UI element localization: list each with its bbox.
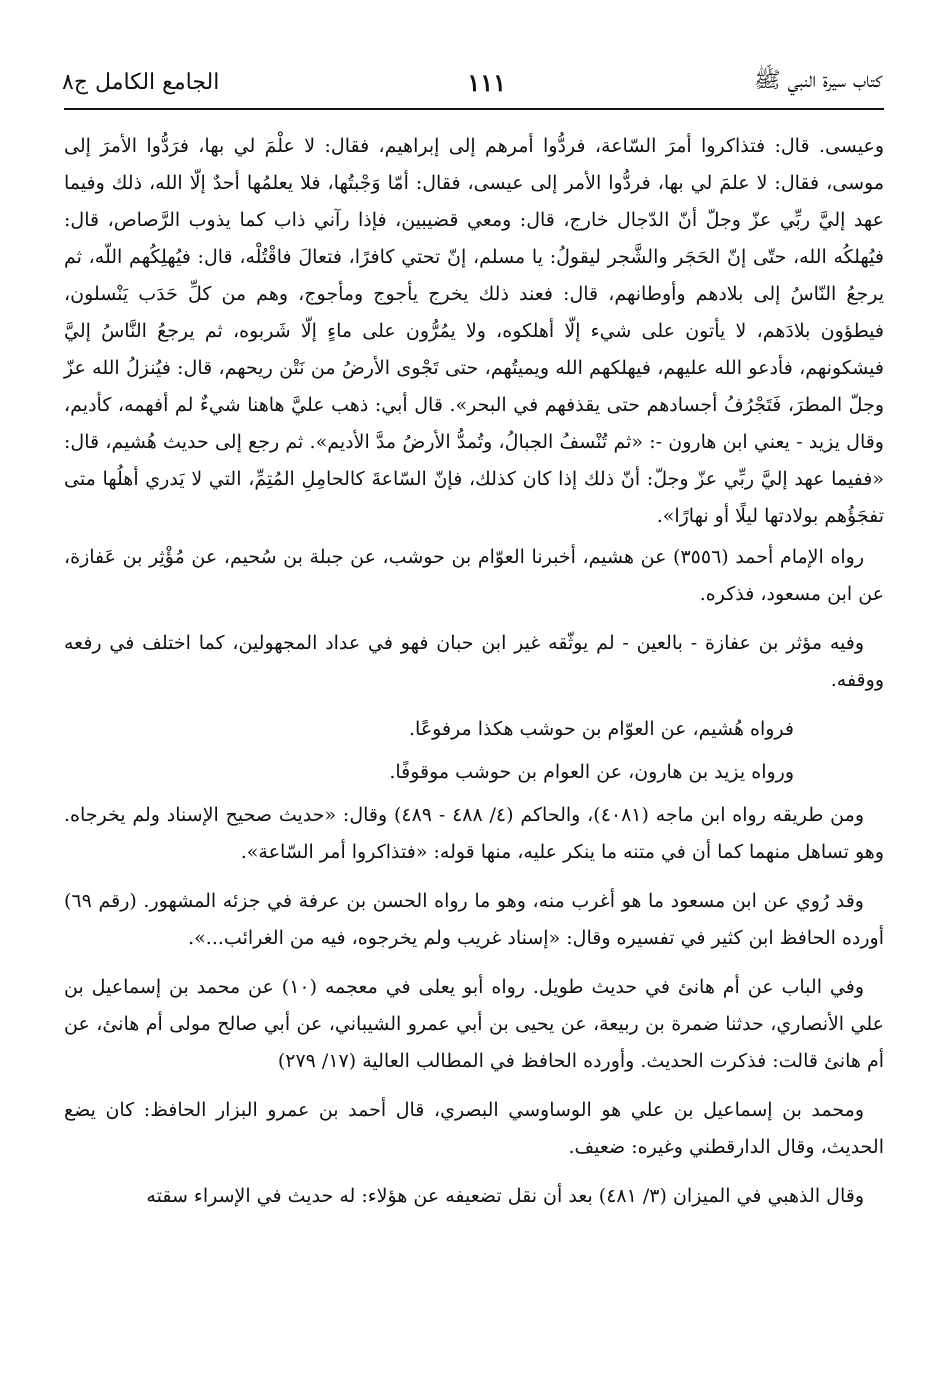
chain-variant-paragraph: ورواه يزيد بن هارون، عن العوام بن حوشب موقوفًا. xyxy=(389,761,794,783)
page-body xyxy=(64,128,884,1221)
commentary-paragraph: وفيه مؤثر بن عفازة - بالعين - لم يوثّقه غير ابن حبان فهو في عداد المجهولين، كما اختلف في رفعه ووقفه. xyxy=(64,632,884,691)
running-head-book-title: كتاب سيرة النبي ﷺ xyxy=(754,68,882,93)
running-head-volume-title: الجامع الكامل ج٨ xyxy=(62,69,220,95)
page-number: ١١١ xyxy=(467,67,507,97)
page-header xyxy=(62,62,882,102)
takhrij-paragraph: ومن طريقه رواه ابن ماجه (٤٠٨١)، والحاكم (٤/ ٤٨٨ - ٤٨٩) وقال: «حديث صحيح الإسناد ولم يخرجاه. وهو تساهل منهما كما أن في متنه ما ينكر عليه، منها قوله: «فتذاكروا أمر السّاعة». xyxy=(64,804,884,863)
header-divider xyxy=(64,108,884,110)
hadith-text-paragraph: وعيسى. قال: فتذاكروا أمرَ السّاعة، فردُّوا أمرهم إلى إبراهيم، فقال: لا علْمَ لي بها، فرَدُّوا الأمرَ إلى موسى، فقال: لا علمَ لي بها، فردُّوا الأمر إلى عيسى، فقال: أمّا وَجْبتُها، فلا يعلمُها أحدٌ إلّا الله، ذلك وفيما عهد إليَّ ربِّي عزّ وجلّ أنّ الدّجال خارج، قال: ومعي قضيبين، فإذا رآني ذاب كما يذوب الرَّصاص، قال: فيُهلكُه الله، حتّى إنّ الحَجَر والشَّجر ليقولُ: يا مسلم، إنّ تحتي كافرًا، فتعالَ فاقْتُلْه، قال: فيُهلِكُهم اللّه، ثم يرجعُ النّاسُ إلى بلادهم وأوطانهم، قال: فعند ذلك يخرج يأجوج ومأجوج، وهم من كلِّ حَدَب يَنْسلون، فيطؤون بلادَهم، لا يأتون على شيء إلّا أهلكوه، ولا يمُرُّون على ماءٍ إلّا شَربوه، ثم يرجعُ النَّاسُ إليَّ فيشكونهم، فأدعو الله عليهم، فيهلكهم الله ويميتُهم، حتى تَجْوى الأرضُ من نَتْن ريحهم، قال: فيُنزلُ الله عزّ وجلّ المطرَ، فَتَجْرُفُ أجسادهم حتى يقذفهم في البحر». قال أبي: ذهب عليَّ هاهنا شيءٌ لم أفهمه، كأديم، وقال يزيد - يعني ابن هارون -: «ثم تُنْسفُ الجبالُ، وتُمدُّ الأرضُ مدَّ الأديم». ثم رجع إلى حديث هُشيم، قال: «ففيما عهد إليَّ ربِّي عزّ وجلّ: أنّ ذلك إذا كان كذلك، فإنّ السّاعةَ كالحامِلِ المُتِمِّ، التي لا يَدري أهلُها متى تفجَؤُهم بولادتها ليلًا أو نهارًا». xyxy=(64,135,884,527)
takhrij-paragraph: وفي الباب عن أم هانئ في حديث طويل. رواه أبو يعلى في معجمه (١٠) عن محمد بن إسماعيل بن علي الأنصاري، حدثنا ضمرة بن ربيعة، عن يحيى بن أبي عمرو الشيباني، عن أبي صالح مولى أم هانئ، عن أم هانئ قالت: فذكرت الحديث. وأورده الحافظ في المطالب العالية (١٧/ ٢٧٩) xyxy=(64,976,884,1072)
takhrij-paragraph: وقد رُوي عن ابن مسعود ما هو أغرب منه، وهو ما رواه الحسن بن عرفة في جزئه المشهور. (رقم ٦٩) أورده الحافظ ابن كثير في تفسيره وقال: «إسناد غريب ولم يخرجوه، فيه من الغرائب...». xyxy=(64,890,884,949)
chain-variant-paragraph: فرواه هُشيم، عن العوّام بن حوشب هكذا مرفوعًا. xyxy=(408,718,794,740)
narration-paragraph: رواه الإمام أحمد (٣٥٥٦) عن هشيم، أخبرنا العوّام بن حوشب، عن جبلة بن سُحيم، عن مُؤْثِر بن عَفازة، عن ابن مسعود، فذكره. xyxy=(64,546,884,605)
narrator-critique-paragraph: وقال الذهبي في الميزان (٣/ ٤٨١) بعد أن نقل تضعيفه عن هؤلاء: له حديث في الإسراء سقته xyxy=(146,1185,864,1207)
narrator-critique-paragraph: ومحمد بن إسماعيل بن علي هو الوساوسي البصري، قال أحمد بن عمرو البزار الحافظ: كان يضع الحديث، وقال الدارقطني وغيره: ضعيف. xyxy=(64,1099,884,1158)
